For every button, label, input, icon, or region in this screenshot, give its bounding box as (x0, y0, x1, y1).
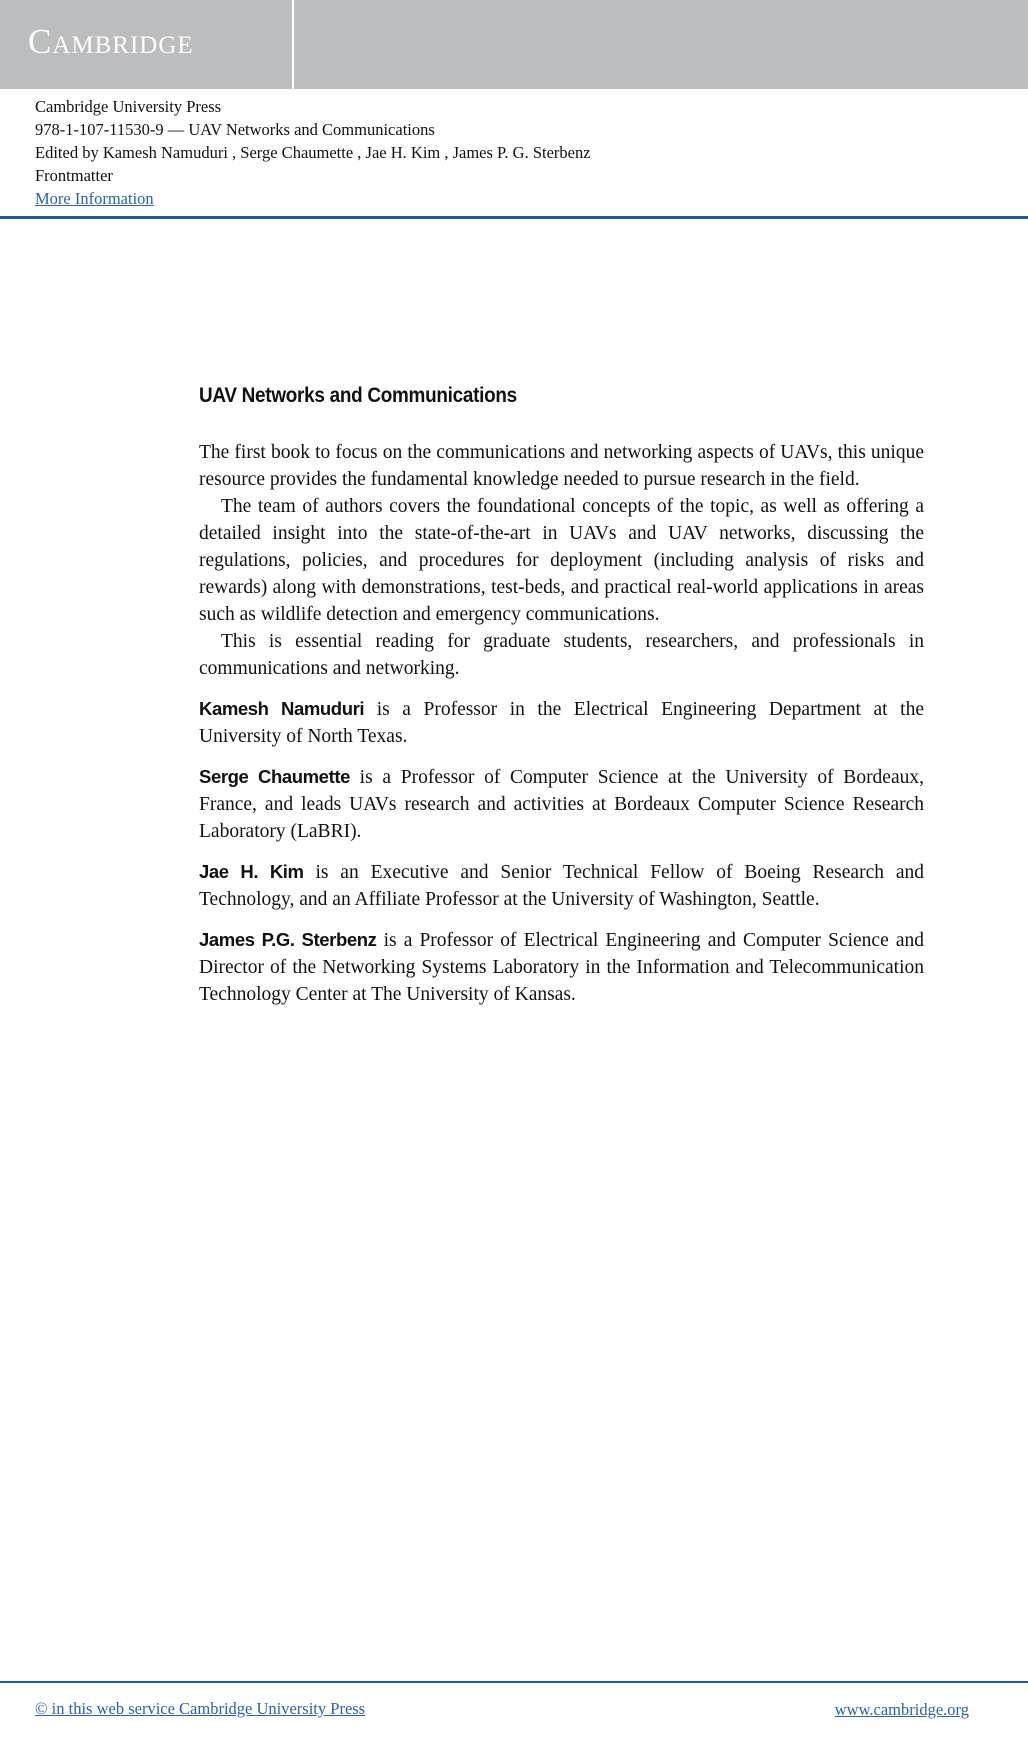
website-link[interactable]: www.cambridge.org (834, 1700, 969, 1719)
copyright-link[interactable]: © in this web service Cambridge University Press (35, 1699, 366, 1718)
footer-divider (0, 1681, 1028, 1683)
description-paragraph: The team of authors covers the foundational concepts of the topic, as well as offering a detailed insight into the state-of-the-art in UAVs and UAV networks, discussing the regulations, policies, and procedures for deployment (including analysis of risks and rewards) along with demonstrations, test-beds, and practical real-world applications in areas such as wildlife detection and emergency communications. (199, 496, 924, 625)
author-bio (199, 763, 924, 845)
isbn-title: 978-1-107-11530-9 — UAV Networks and Communications (35, 120, 435, 139)
author-bio-text: is a Professor of Electrical Engineering and Computer Science and Director of the Networking Systems Laboratory in the Information and Telecommunication Technology Center at The University of Kansas. (199, 930, 924, 1005)
cambridge-logo (0, 0, 294, 89)
description-paragraph: This is essential reading for graduate students, researchers, and professionals in communications and networking. (199, 631, 924, 679)
book-title: UAV Networks and Communications (199, 384, 517, 407)
header-info (35, 95, 591, 210)
author-bio-text: is an Executive and Senior Technical Fellow of Boeing Research and Technology, and an Affiliate Professor at the University of Washington, Seattle. (199, 862, 924, 910)
author-bio (199, 926, 924, 1008)
author-bio (199, 858, 924, 913)
publisher-name: Cambridge University Press (35, 97, 222, 116)
author-bio-text: is a Professor of Computer Science at the University of Bordeaux, France, and leads UAVs research and activities at Bordeaux Computer Science Research Laboratory (LaBRI). (199, 767, 924, 842)
author-name: James P.G. Sterbenz (199, 929, 377, 950)
section-label: Frontmatter (35, 166, 113, 185)
description-paragraph: The first book to focus on the communications and networking aspects of UAVs, this unique resource provides the fundamental knowledge needed to pursue research in the field. (199, 442, 924, 490)
header-band (0, 0, 1028, 89)
author-name: Kamesh Namuduri (199, 698, 365, 719)
more-information-link[interactable]: More Information (35, 189, 154, 208)
author-bio (199, 695, 924, 750)
main-content (199, 382, 924, 1008)
editors-line: Edited by Kamesh Namuduri , Serge Chaumette , Jae H. Kim , James P. G. Sterbenz (35, 143, 591, 162)
logo-text: Cambridge (28, 22, 194, 61)
header-divider (0, 216, 1028, 219)
author-name: Serge Chaumette (199, 766, 350, 787)
author-name: Jae H. Kim (199, 861, 304, 882)
author-bio-text: is a Professor in the Electrical Engineering Department at the University of North Texas. (199, 699, 924, 747)
